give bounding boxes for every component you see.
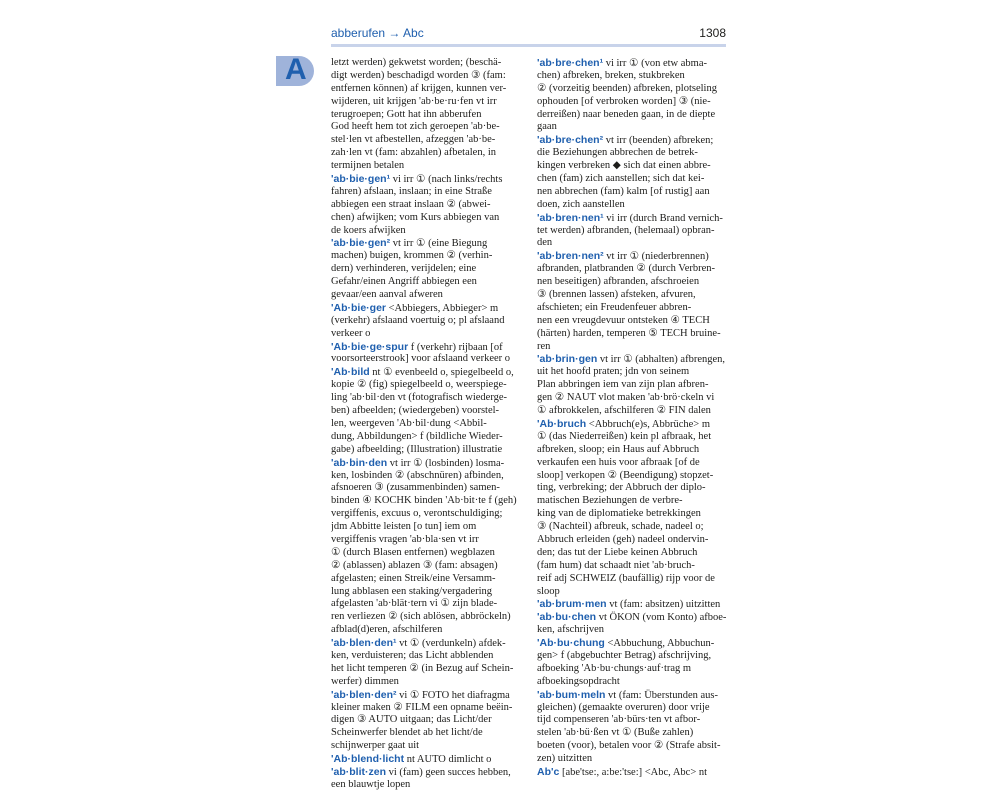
dictionary-line: ken, losbinden ② (abschnüren) afbinden,: [331, 469, 504, 481]
dictionary-line: ophouden [of verbroken worden] ③ (nie-: [537, 95, 711, 107]
dictionary-line: sloop: [537, 585, 560, 597]
dictionary-line: gevaar/een aanval afweren: [331, 289, 443, 301]
dictionary-line: de koers afwijken: [331, 224, 406, 236]
dictionary-line: 'ab·bren·nen² vt irr ① (niederbrennen): [537, 250, 709, 263]
dictionary-line: afbranden, platbranden ② (durch Verbren-: [537, 263, 716, 275]
dictionary-line: ben) afbeelden; (wiedergeben) voorstel-: [331, 405, 500, 417]
dictionary-line: 'ab·blen·den² vi ① FOTO het diafragma: [331, 688, 510, 701]
dictionary-line: chen) afbreken, breken, stukbreken: [537, 69, 685, 81]
page-number: 1308: [699, 26, 726, 40]
dictionary-line: gabe) afbeelding; (Illustration) illustratie: [331, 443, 503, 455]
header-rule: [331, 44, 726, 47]
dictionary-line: verkaufen een huis voor afbraak [of de: [537, 456, 700, 468]
dictionary-line: 'Ab·bruch <Abbruch(e)s, Abbrüche> m: [537, 417, 710, 430]
dictionary-line: 'Ab·bie·ger <Abbiegers, Abbieger> m: [331, 301, 499, 314]
dictionary-line: binden ④ KOCHK binden 'Ab·bit·te f (geh): [331, 495, 517, 507]
dictionary-line: kleiner maken ② FILM een opname beëin-: [331, 701, 513, 713]
dictionary-line: lung abblasen een staking/vergadering: [331, 585, 493, 597]
dictionary-line: ① (das Niederreißen) kein pl afbraak, het: [537, 430, 712, 442]
dictionary-line: afgelasten; einen Streik/eine Versamm-: [331, 572, 496, 584]
dictionary-line: 'Ab·bu·chung <Abbuchung, Abbuchun-: [537, 637, 715, 650]
dictionary-line: len, weergeven 'Ab·bil·dung <Abbil-: [331, 417, 487, 429]
dictionary-line: dung, Abbildungen> f (bildliche Wieder-: [331, 430, 503, 442]
dictionary-line: 'ab·blen·den¹ vt ① (verdunkeln) afdek-: [331, 637, 506, 650]
dictionary-line: afschieten; ein Freudenfeuer abbren-: [537, 301, 692, 313]
dictionary-line: ② (vorzeitig beenden) afbreken, plotseling: [537, 82, 717, 94]
dictionary-line: jdm Abbitte leisten [o tun] iem om: [331, 521, 477, 533]
dictionary-line: boeten (voor), betalen voor ② (Strafe absit-: [537, 740, 721, 752]
dictionary-line: uit het hoofd praten; jdn von seinem: [537, 366, 690, 378]
dictionary-line: (fam hum) dat schaadt niet 'ab·bruch-: [537, 559, 695, 571]
dictionary-line: ① afbrokkelen, afschilferen ② FIN dalen: [537, 405, 711, 417]
dictionary-line: Plan abbringen iem van zijn plan afbren-: [537, 379, 709, 391]
dictionary-line: afsnoeren ③ (zusammenbinden) samen-: [331, 482, 500, 494]
dictionary-line: Abbruch erleiden (geh) nadeel ondervin-: [537, 533, 709, 545]
dictionary-line: sloop] verkopen ② (Beendigung) stopzet-: [537, 469, 714, 481]
left-text-column: [331, 57, 521, 792]
dictionary-line: doen, zich aanstellen: [537, 198, 625, 210]
dictionary-line: digt werden) beschadigd worden ③ (fam:: [331, 69, 506, 81]
dictionary-line: stel·len vt afbestellen, afzeggen 'ab·be-: [331, 134, 496, 146]
dictionary-line: fahren) afslaan, inslaan; in eine Straße: [331, 185, 492, 197]
dictionary-line: ken, afschrijven: [537, 624, 605, 636]
dictionary-line: reif adj SCHWEIZ (baufällig) rijp voor de: [537, 572, 715, 584]
dictionary-line: kingen verbreken ◆ sich dat einen abbre-: [537, 160, 711, 172]
dictionary-line: Scheinwerfer blendet ab het licht/de: [331, 727, 483, 739]
dictionary-line: vergiffenis vragen 'ab·bla·sen vt irr: [331, 533, 479, 545]
dictionary-line: ③ (brennen lassen) afsteken, afvuren,: [537, 289, 696, 301]
dictionary-line: kopie ② (fig) spiegelbeeld o, weerspiege-: [331, 379, 507, 391]
dictionary-line: derreißen) naar beneden gaan, in de diepte: [537, 108, 716, 120]
dictionary-line: tijd compenseren 'ab·bürs·ten vt afbor-: [537, 714, 701, 726]
dictionary-line: den: [537, 237, 553, 249]
dictionary-line: wijderen, uit krijgen 'ab·be·ru·fen vt irr: [331, 95, 497, 107]
dictionary-line: 'ab·bin·den vt irr ① (losbinden) losma-: [331, 456, 505, 469]
thumb-index-letter: A: [285, 53, 307, 86]
dictionary-line: 'Ab·blend·licht nt AUTO dimlicht o: [331, 753, 492, 766]
dictionary-line: ren: [537, 340, 551, 352]
dictionary-line: dern) verhinderen, verijdelen; eine: [331, 263, 477, 275]
dictionary-line: chen) afwijken; vom Kurs abbiegen van: [331, 211, 500, 223]
dictionary-line: werfer) dimmen: [331, 675, 399, 687]
dictionary-line: 'Ab·bie·ge·spur f (verkehr) rijbaan [of: [331, 340, 503, 353]
dictionary-line: chen (fam) zich aanstellen; sich dat kei-: [537, 173, 705, 185]
dictionary-line: (verkehr) afslaand voertuig o; pl afslaand: [331, 314, 505, 326]
dictionary-line: stelen 'ab·bü·ßen vt ① (Buße zahlen): [537, 727, 694, 739]
dictionary-line: gen ② NAUT vlot maken 'ab·brö·ckeln vi: [537, 392, 715, 404]
dictionary-line: vergiffenis, excuus o, verontschuldiging;: [331, 508, 503, 520]
dictionary-line: (härten) harden, temperen ⑤ TECH bruine-: [537, 327, 721, 339]
dictionary-line: afbreken, sloop; ein Haus auf Abbruch: [537, 443, 700, 455]
dictionary-line: ling 'ab·bil·den vt (fotografisch wiederge-: [331, 392, 508, 404]
dictionary-line: 'ab·blit·zen vi (fam) geen succes hebben,: [331, 765, 511, 778]
dictionary-line: een blauwtje lopen: [331, 778, 411, 790]
dictionary-line: voorsorteerstrook] voor afslaand verkeer o: [331, 353, 511, 365]
dictionary-line: zah·len vt (fam: abzahlen) afbetalen, in: [331, 147, 496, 159]
dictionary-line: Gefahr/einen Angriff abbiegen een: [331, 276, 477, 288]
dictionary-line: God heeft hem tot zich geroepen 'ab·be-: [331, 121, 500, 133]
dictionary-line: 'ab·bu·chen vt ÖKON (vom Konto) afboe-: [537, 611, 727, 624]
dictionary-line: machen) buigen, krommen ② (verhin-: [331, 250, 493, 262]
dictionary-line: 'ab·bre·chen¹ vi irr ① (von etw abma-: [537, 57, 707, 69]
dictionary-line: nen abbrechen (fam) kalm [of rustig] aan: [537, 185, 710, 197]
right-text-column: [537, 57, 727, 779]
dictionary-line: terugroepen; Gott hat ihn abberufen: [331, 108, 482, 120]
dictionary-line: Ab'c [abe'tse:, a:be:'tse:] <Abc, Abc> nt: [537, 765, 708, 778]
dictionary-line: nen beseitigen) afbranden, afschroeien: [537, 276, 700, 288]
dictionary-line: 'ab·bie·gen² vt irr ① (eine Biegung: [331, 237, 488, 250]
dictionary-line: gaan: [537, 121, 557, 133]
dictionary-line: matischen Beziehungen de verbre-: [537, 495, 683, 507]
dictionary-line: termijnen betalen: [331, 160, 405, 172]
dictionary-line: ② (ablassen) ablazen ③ (fam: absagen): [331, 559, 498, 571]
dictionary-line: verkeer o: [331, 327, 371, 339]
dictionary-line: gleichen) (gemaakte overuren) door vrije: [537, 701, 710, 713]
dictionary-line: die Beziehungen abbrechen de betrek-: [537, 147, 698, 159]
dictionary-line: het licht temperen ② (in Bezug auf Schein-: [331, 662, 514, 674]
running-head: abberufen → Abc: [331, 26, 424, 40]
dictionary-line: nen een vreugdevuur ontsteken ④ TECH: [537, 314, 710, 326]
dictionary-line: 'ab·bum·meln vt (fam: Überstunden aus-: [537, 688, 718, 701]
dictionary-line: gen> f (abgebuchter Betrag) afschrijving,: [537, 649, 712, 661]
dictionary-line: king van de diplomatieke betrekkingen: [537, 508, 701, 520]
dictionary-line: zen) uitzitten: [537, 753, 593, 765]
dictionary-line: ③ (Nachteil) afbreuk, schade, nadeel o;: [537, 521, 704, 533]
dictionary-line: 'ab·bie·gen¹ vi irr ① (nach links/rechts: [331, 173, 503, 186]
dictionary-line: abbiegen een straat inslaan ② (abwei-: [331, 198, 491, 210]
dictionary-line: afgelasten 'ab·blät·tern vi ① zijn blade-: [331, 598, 498, 610]
dictionary-line: ting, verbreking; der Abbruch der diplo-: [537, 482, 706, 494]
dictionary-line: letzt werden) gekwetst worden; (beschä-: [331, 57, 502, 68]
dictionary-line: 'ab·brin·gen vt irr ① (abhalten) afbrengen,: [537, 353, 726, 366]
dictionary-line: 'ab·bren·nen¹ vi irr (durch Brand vernich-: [537, 211, 723, 224]
dictionary-line: 'ab·bre·chen² vt irr (beenden) afbreken;: [537, 134, 714, 147]
dictionary-line: digen ③ AUTO uitgaan; das Licht/der: [331, 714, 492, 726]
dictionary-line: ren verliezen ② (sich ablösen, abbröckeln): [331, 611, 511, 623]
dictionary-line: 'ab·brum·men vt (fam: absitzen) uitzitten: [537, 598, 721, 611]
dictionary-line: schijnwerper gaat uit: [331, 740, 420, 752]
dictionary-line: entfernen können) af krijgen, kunnen ver-: [331, 82, 507, 94]
dictionary-line: afblad(d)eren, afschilferen: [331, 624, 443, 636]
dictionary-line: tet werden) afbranden, (helemaal) opbran-: [537, 224, 715, 236]
dictionary-line: den; das tut der Liebe keinen Abbruch: [537, 546, 698, 558]
dictionary-line: ken, verduisteren; das Licht abblenden: [331, 649, 494, 661]
dictionary-line: afboekingsopdracht: [537, 675, 620, 687]
dictionary-line: ① (durch Blasen entfernen) wegblazen: [331, 546, 495, 558]
dictionary-line: 'Ab·bild nt ① evenbeeld o, spiegelbeeld o,: [331, 366, 514, 379]
dictionary-line: afboeking 'Ab·bu·chungs·auf·trag m: [537, 662, 692, 674]
